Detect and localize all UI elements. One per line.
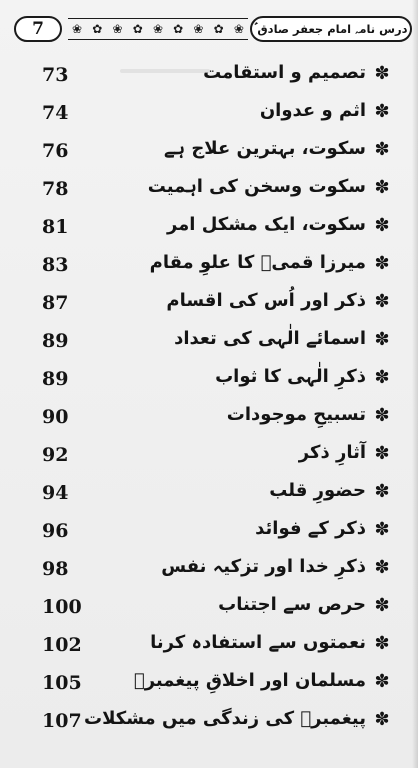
toc-entry[interactable] xyxy=(0,362,418,396)
page-header xyxy=(6,12,412,48)
toc-entry[interactable] xyxy=(0,172,418,206)
toc-title: سکوت وسخن کی اہمیت xyxy=(147,176,366,197)
floral-ornament-icon: ✿ xyxy=(132,22,143,36)
toc-title: آثارِ ذکر xyxy=(298,442,366,463)
toc-title: تصمیم و استقامت xyxy=(203,62,366,83)
toc-page-number: 78 xyxy=(42,178,69,200)
floral-ornament-icon: ❀ xyxy=(152,22,163,36)
book-title: درس نامہ امام جعفر صادق ؑ xyxy=(254,21,408,36)
flower-bullet-icon: ✽ xyxy=(374,405,390,426)
flower-bullet-icon: ✽ xyxy=(374,253,390,274)
toc-entry[interactable] xyxy=(0,628,418,662)
book-title-badge xyxy=(250,16,412,42)
toc-title: نعمتوں سے استفادہ کرنا xyxy=(150,632,366,653)
toc-entry[interactable] xyxy=(0,134,418,168)
flower-bullet-icon: ✽ xyxy=(374,481,390,502)
flower-bullet-icon: ✽ xyxy=(374,177,390,198)
toc-title: ذکر کے فوائد xyxy=(255,518,366,539)
toc-page-number: 96 xyxy=(42,520,69,542)
toc-page-number: 92 xyxy=(42,444,69,466)
toc-entry[interactable] xyxy=(0,438,418,472)
toc-page-number: 90 xyxy=(42,406,69,428)
flower-bullet-icon: ✽ xyxy=(374,215,390,236)
toc-page-number: 94 xyxy=(42,482,69,504)
toc-title: مسلمان اور اخلاقِ پیغمبرؐ xyxy=(133,670,366,691)
toc-entry[interactable] xyxy=(0,552,418,586)
toc-page-number: 89 xyxy=(42,330,69,352)
toc-page-number: 102 xyxy=(42,634,82,656)
toc-page-number: 81 xyxy=(42,216,69,238)
toc-title: ذکر اور اُس کی اقسام xyxy=(166,290,366,311)
flower-bullet-icon: ✽ xyxy=(374,367,390,388)
floral-ornament-icon: ✿ xyxy=(173,22,184,36)
toc-page-number: 105 xyxy=(42,672,82,694)
toc-entry[interactable] xyxy=(0,590,418,624)
floral-ornament-icon: ✿ xyxy=(92,22,103,36)
toc-entry[interactable] xyxy=(0,704,418,738)
floral-ornament-icon: ❀ xyxy=(233,22,244,36)
toc-title: تسبیحِ موجودات xyxy=(226,404,366,425)
page-number: 7 xyxy=(32,19,44,39)
toc-page-number: 73 xyxy=(42,64,69,86)
toc-entry[interactable] xyxy=(0,286,418,320)
flower-bullet-icon: ✽ xyxy=(374,519,390,540)
flower-bullet-icon: ✽ xyxy=(374,63,390,84)
toc-entry[interactable] xyxy=(0,666,418,700)
toc-title: ذکرِ خدا اور تزکیہ نفس xyxy=(161,556,366,577)
flower-bullet-icon: ✽ xyxy=(374,139,390,160)
floral-ornament-icon: ❀ xyxy=(193,22,204,36)
flower-bullet-icon: ✽ xyxy=(374,291,390,312)
toc-page-number: 98 xyxy=(42,558,69,580)
toc-entry[interactable] xyxy=(0,324,418,358)
toc-title: اثم و عدوان xyxy=(259,100,366,121)
table-of-contents xyxy=(0,58,418,758)
toc-entry[interactable] xyxy=(0,514,418,548)
flower-bullet-icon: ✽ xyxy=(374,671,390,692)
page-edge-shadow xyxy=(412,0,418,768)
toc-entry[interactable] xyxy=(0,400,418,434)
toc-title: سکوت، ایک مشکل امر xyxy=(166,214,366,235)
flower-bullet-icon: ✽ xyxy=(374,709,390,730)
toc-title: اسمائے الٰہی کی تعداد xyxy=(174,328,366,349)
toc-entry[interactable] xyxy=(0,210,418,244)
toc-page-number: 74 xyxy=(42,102,69,124)
toc-title: پیغمبرؐ کی زندگی میں مشکلات xyxy=(84,708,366,729)
toc-title: ذکرِ الٰہی کا ثواب xyxy=(215,366,366,387)
toc-page-number: 100 xyxy=(42,596,82,618)
toc-page-number: 87 xyxy=(42,292,69,314)
flower-bullet-icon: ✽ xyxy=(374,595,390,616)
toc-entry[interactable] xyxy=(0,476,418,510)
toc-page-number: 89 xyxy=(42,368,69,390)
flower-bullet-icon: ✽ xyxy=(374,101,390,122)
toc-entry[interactable] xyxy=(0,248,418,282)
toc-page-number: 107 xyxy=(42,710,82,732)
floral-ornament-icon: ❀ xyxy=(72,22,83,36)
toc-entry[interactable] xyxy=(0,96,418,130)
toc-title: میرزا قمیؒ کا علوِ مقام xyxy=(149,252,366,273)
toc-page-number: 83 xyxy=(42,254,69,276)
toc-title: حرص سے اجتناب xyxy=(218,594,366,615)
header-ornament xyxy=(68,18,248,40)
toc-entry[interactable] xyxy=(0,58,418,92)
toc-page-number: 76 xyxy=(42,140,69,162)
flower-bullet-icon: ✽ xyxy=(374,443,390,464)
flower-bullet-icon: ✽ xyxy=(374,329,390,350)
flower-bullet-icon: ✽ xyxy=(374,633,390,654)
flower-bullet-icon: ✽ xyxy=(374,557,390,578)
toc-title: حضورِ قلب xyxy=(269,480,366,501)
toc-title: سکوت، بہترین علاج ہے xyxy=(163,138,366,159)
floral-ornament-icon: ✿ xyxy=(213,22,224,36)
page-number-badge xyxy=(14,16,62,42)
floral-ornament-icon: ❀ xyxy=(112,22,123,36)
